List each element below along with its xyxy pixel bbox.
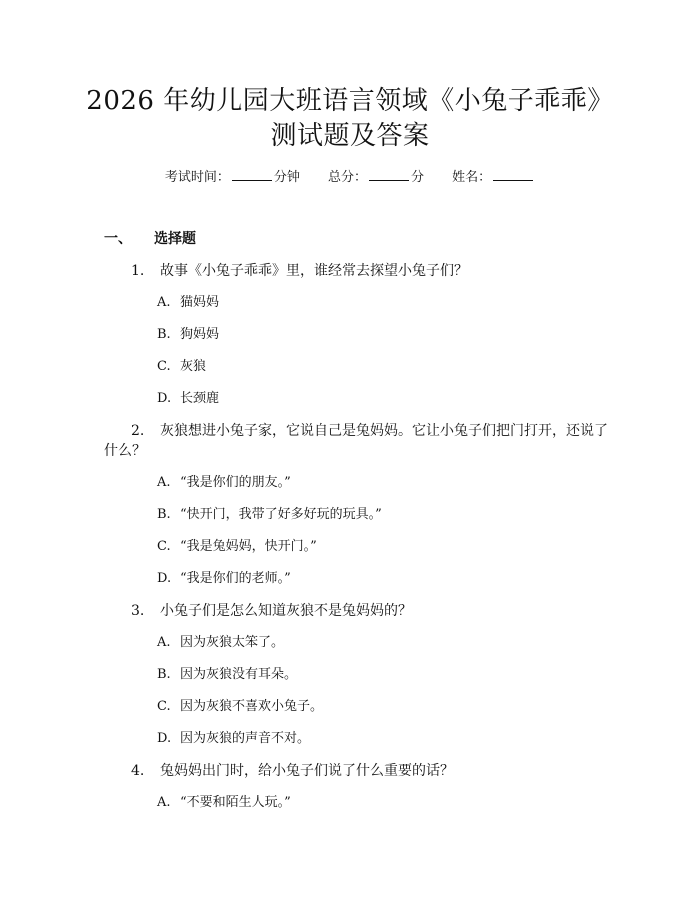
question-3-option-c — [157, 697, 323, 717]
exam-info-line — [0, 168, 700, 188]
option-text: “快开门，我带了好多好玩的玩具。” — [180, 507, 382, 522]
name-label: 姓名： — [452, 170, 492, 185]
question-4 — [131, 761, 454, 781]
option-text: 狗妈妈 — [180, 327, 220, 342]
exam-time-label: 考试时间： — [164, 170, 230, 185]
option-text: 因为灰狼没有耳朵。 — [180, 667, 298, 682]
question-3-option-d — [157, 729, 310, 749]
question-1-option-a — [157, 293, 219, 313]
option-text: “我是你们的老师。” — [180, 571, 291, 586]
document-title-line2: 测试题及答案 — [270, 121, 430, 151]
total-score-field — [328, 170, 428, 185]
exam-time-unit: 分钟 — [273, 170, 300, 185]
question-number: 3. — [131, 603, 145, 619]
option-letter: B. — [157, 507, 171, 522]
question-number: 2. — [131, 423, 145, 439]
exam-time-blank — [232, 168, 272, 181]
question-4-option-a — [157, 793, 291, 813]
total-score-label: 总分： — [327, 170, 367, 185]
question-text: 兔妈妈出门时，给小兔子们说了什么重要的话？ — [160, 763, 454, 779]
option-text: 猫妈妈 — [180, 295, 220, 310]
option-text: 灰狼 — [180, 359, 207, 374]
question-text: 小兔子们是怎么知道灰狼不是兔妈妈的？ — [160, 603, 412, 619]
option-text: 因为灰狼太笨了。 — [180, 635, 285, 650]
option-text: “不要和陌生人玩。” — [180, 795, 291, 810]
question-1 — [131, 261, 468, 281]
option-letter: C. — [157, 539, 171, 554]
option-letter: A. — [157, 795, 171, 810]
option-letter: B. — [157, 667, 171, 682]
question-text-line2: 什么？ — [104, 443, 146, 459]
option-letter: D. — [157, 571, 172, 586]
option-letter: A. — [157, 295, 171, 310]
question-1-option-d — [157, 389, 219, 409]
question-2-option-b — [157, 505, 382, 525]
option-text: 长颈鹿 — [180, 391, 220, 406]
question-3-option-b — [157, 665, 297, 685]
option-text: “我是你们的朋友。” — [180, 475, 291, 490]
question-number: 1. — [131, 263, 145, 279]
question-text: 故事《小兔子乖乖》里，谁经常去探望小兔子们？ — [160, 263, 468, 279]
question-2-option-c — [157, 537, 317, 557]
option-text: 因为灰狼不喜欢小兔子。 — [180, 699, 324, 714]
total-score-unit: 分 — [411, 170, 425, 185]
option-text: “我是兔妈妈，快开门。” — [180, 539, 317, 554]
total-score-blank — [369, 168, 409, 181]
section-title: 选择题 — [154, 231, 196, 247]
option-letter: A. — [157, 635, 171, 650]
option-letter: A. — [157, 475, 171, 490]
question-2-option-d — [157, 569, 291, 589]
option-letter: D. — [157, 391, 172, 406]
question-3-option-a — [157, 633, 284, 653]
name-field — [452, 170, 535, 185]
question-2-option-a — [157, 473, 291, 493]
question-2 — [131, 421, 608, 441]
question-3 — [131, 601, 412, 621]
question-1-option-b — [157, 325, 219, 345]
option-letter: C. — [157, 699, 171, 714]
section-heading — [104, 229, 196, 249]
question-2-continuation — [104, 441, 146, 461]
exam-time-field — [165, 170, 304, 185]
document-title-line1: 2026 年幼儿园大班语言领域《小兔子乖乖》 — [86, 86, 614, 116]
section-number: 一、 — [104, 231, 132, 247]
question-number: 4. — [131, 763, 145, 779]
name-blank — [493, 168, 533, 181]
option-letter: C. — [157, 359, 171, 374]
question-text-line1: 灰狼想进小兔子家，它说自己是兔妈妈。它让小兔子们把门打开，还说了 — [160, 423, 608, 439]
option-letter: D. — [157, 731, 172, 746]
option-text: 因为灰狼的声音不对。 — [180, 731, 311, 746]
question-1-option-c — [157, 357, 206, 377]
option-letter: B. — [157, 327, 171, 342]
